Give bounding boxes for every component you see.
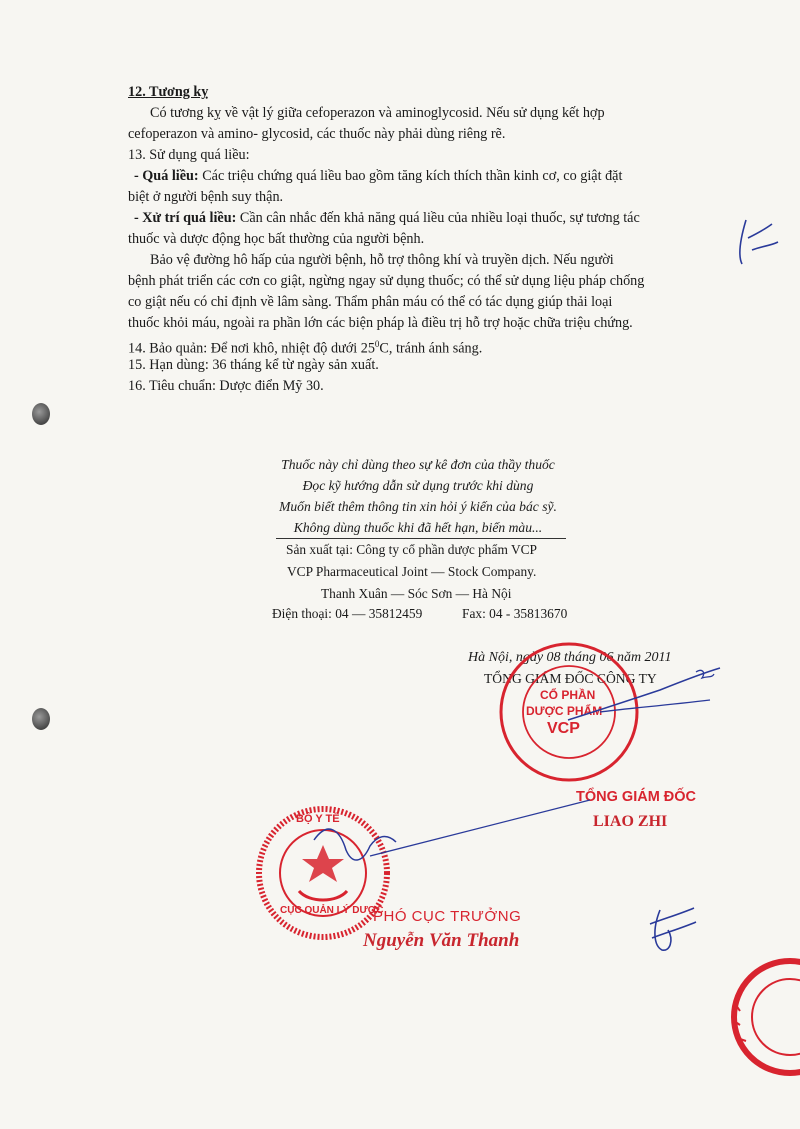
director-signature <box>560 660 730 740</box>
manufacturer-line-1: Sản xuất tại: Công ty cổ phần dược phẩm VCP <box>286 542 538 557</box>
support-text-2: bệnh phát triển các cơn co giật, ngừng ngay sử dụng thuốc; có thể sử dụng liệu pháp chống <box>128 273 645 289</box>
pen-mark-margin <box>732 210 782 270</box>
notice-line-3: Muốn biết thêm thông tin xin hỏi ý kiến của bác sỹ. <box>279 499 557 514</box>
support-text-4: thuốc khỏi máu, ngoài ra phần lớn các biện pháp là điều trị hỗ trợ hoặc chữa triệu chứng. <box>128 315 633 331</box>
company-seal-line-2: DƯỢC PHẨM <box>526 704 603 718</box>
punch-hole-bottom <box>32 708 50 730</box>
manufacturer-phone: Điện thoại: 04 — 35812459 <box>272 606 423 621</box>
notice-divider <box>276 538 566 539</box>
treatment-label: - Xử trí quá liều: <box>134 210 237 226</box>
director-title: TỔNG GIÁM ĐỐC <box>576 789 697 805</box>
section-12-text-2: cefoperazon và amino- glycosid, các thuốc này phải dùng riêng rẽ. <box>128 126 506 142</box>
manufacturer-line-2: VCP Pharmaceutical Joint — Stock Company. <box>287 564 537 579</box>
notice-line-2: Đọc kỹ hướng dẫn sử dụng trước khi dùng <box>302 478 534 493</box>
section-14-degree: 0 <box>374 339 380 349</box>
ministry-seal-top: BỘ Y TẾ <box>296 813 340 825</box>
section-16: 16. Tiêu chuẩn: Dược điển Mỹ 30. <box>128 378 324 394</box>
company-seal-line-1: CỔ PHẦN <box>540 688 596 702</box>
section-12-title: 12. Tương kỵ <box>128 84 209 100</box>
section-13-title: 13. Sử dụng quá liều: <box>128 147 250 163</box>
deputy-name: Nguyễn Văn Thanh <box>363 930 520 951</box>
treatment-text-2: thuốc và dược động học bất thường của người bệnh. <box>128 231 425 247</box>
ministry-seal-bottom: CỤC QUẢN LÝ DƯỢC <box>280 905 384 916</box>
overdose-text-1: Các triệu chứng quá liều bao gồm tăng kích thích thần kinh cơ, co giật đặt <box>198 168 623 184</box>
support-text-3: co giật nếu có chỉ định về lâm sàng. Thẩm phân máu có thể có tác dụng giúp thải loại <box>128 294 613 310</box>
manufacturer-line-3: Thanh Xuân — Sóc Sơn — Hà Nội <box>321 586 512 601</box>
signoff-date: Hà Nội, ngày 08 tháng 06 năm 2011 <box>468 650 672 665</box>
section-14-text: Để nơi khô, nhiệt độ dưới 25 <box>207 340 375 357</box>
section-15: 15. Hạn dùng: 36 tháng kể từ ngày sản xuất. <box>128 357 379 373</box>
treatment-paragraph <box>134 209 640 227</box>
deputy-signature <box>300 780 600 890</box>
section-14 <box>128 335 482 358</box>
notice-line-4: Không dùng thuốc khi đã hết hạn, biến màu... <box>293 520 543 535</box>
deputy-title: PHÓ CỤC TRƯỞNG <box>373 908 522 925</box>
notice-line-1: Thuốc này chỉ dùng theo sự kê đơn của thầy thuốc <box>281 457 555 472</box>
director-name: LIAO ZHI <box>593 813 668 830</box>
support-text-1: Bảo vệ đường hô hấp của người bệnh, hỗ trợ thông khí và truyền dịch. Nếu người <box>150 252 614 268</box>
manufacturer-fax: Fax: 04 - 35813670 <box>462 606 568 621</box>
overdose-paragraph <box>134 167 622 185</box>
section-14-label: 14. Bảo quản: <box>128 340 208 357</box>
overdose-text-2: biệt ở người bệnh suy thận. <box>128 189 284 205</box>
overdose-label: - Quá liều: <box>134 168 199 184</box>
treatment-text-1: Cần cân nhắc đến khả năng quá liều của nhiều loại thuốc, sự tương tác <box>236 210 640 226</box>
partial-seal-edge <box>700 955 800 1085</box>
section-12-text-1: Có tương kỵ về vật lý giữa cefoperazon và aminoglycosid. Nếu sử dụng kết hợp <box>150 105 605 121</box>
company-seal-line-3: VCP <box>547 720 580 737</box>
pen-mark-lower <box>640 900 700 960</box>
punch-hole-top <box>32 403 50 425</box>
signoff-title: TỔNG GIÁM ĐỐC CÔNG TY <box>484 671 657 686</box>
section-14-tail: C, tránh ánh sáng. <box>379 340 483 357</box>
